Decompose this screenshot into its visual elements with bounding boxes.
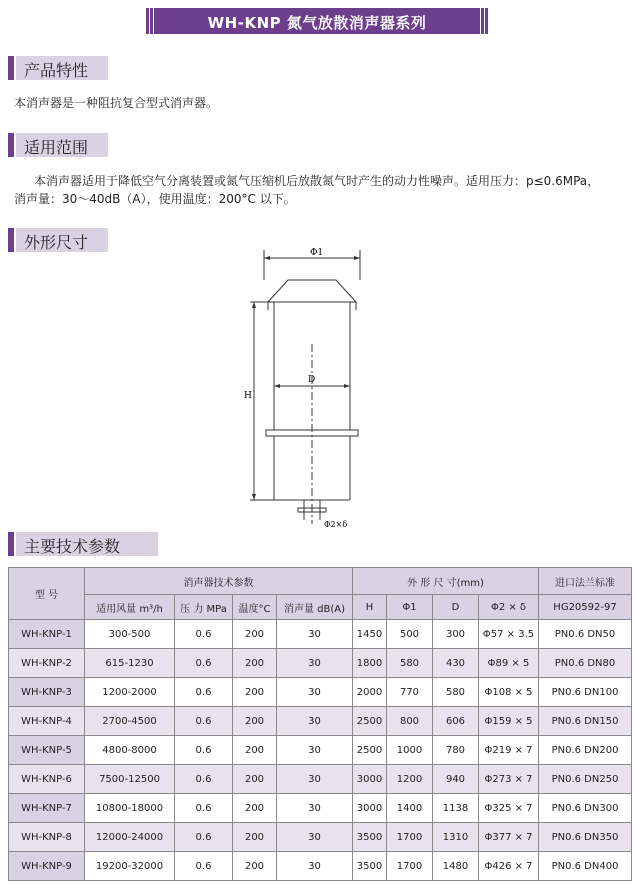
table-cell: PN0.6 DN150 xyxy=(539,707,632,736)
table-cell: 0.6 xyxy=(175,736,233,765)
table-cell: 200 xyxy=(233,707,277,736)
header-tech: 消声器技术参数 xyxy=(85,568,353,595)
arrow-head xyxy=(252,494,256,500)
page-title: WH-KNP 氮气放散消声器系列 xyxy=(207,14,427,32)
arrow-head xyxy=(264,256,270,260)
params-table xyxy=(8,567,632,881)
table-cell: 200 xyxy=(233,765,277,794)
model-cell: WH-KNP-2 xyxy=(9,649,85,678)
label-d: D xyxy=(308,375,316,385)
table-cell: 30 xyxy=(277,765,353,794)
table-cell: 4800-8000 xyxy=(85,736,175,765)
table-cell: 30 xyxy=(277,678,353,707)
table-cell: 430 xyxy=(433,649,479,678)
table-cell: Φ273 × 7 xyxy=(479,765,539,794)
header-phi1: Φ1 xyxy=(387,595,433,620)
table-cell: 1450 xyxy=(353,620,387,649)
table-cell: 30 xyxy=(277,823,353,852)
table-cell: 0.6 xyxy=(175,765,233,794)
section-heading: 外形尺寸 xyxy=(24,233,89,252)
table-cell: 3500 xyxy=(353,852,387,881)
table-cell: Φ159 × 5 xyxy=(479,707,539,736)
model-cell: WH-KNP-1 xyxy=(9,620,85,649)
table-cell: 0.6 xyxy=(175,823,233,852)
table-cell: 30 xyxy=(277,736,353,765)
table-cell: Φ57 × 3.5 xyxy=(479,620,539,649)
table-row xyxy=(9,736,632,765)
scope-text-line1: 本消声器适用于降低空气分离装置或氮气压缩机后放散氮气时产生的动力性噪声。适用压力：p≤0.6MPa， xyxy=(34,174,600,188)
table-cell: 0.6 xyxy=(175,649,233,678)
model-cell: WH-KNP-8 xyxy=(9,823,85,852)
table-cell: 1700 xyxy=(387,823,433,852)
section-marker xyxy=(8,133,14,157)
table-row xyxy=(9,678,632,707)
table-cell: 200 xyxy=(233,649,277,678)
table-cell: 19200-32000 xyxy=(85,852,175,881)
table-cell: 580 xyxy=(387,649,433,678)
table-cell: 770 xyxy=(387,678,433,707)
section-heading: 产品特性 xyxy=(24,61,89,80)
arrow-head xyxy=(344,384,350,388)
table-cell: 300-500 xyxy=(85,620,175,649)
header-size: 外 形 尺 寸(mm) xyxy=(353,568,539,595)
table-cell: 500 xyxy=(387,620,433,649)
model-cell: WH-KNP-3 xyxy=(9,678,85,707)
table-cell: PN0.6 DN300 xyxy=(539,794,632,823)
table-cell: 780 xyxy=(433,736,479,765)
silencer-drawing xyxy=(232,244,392,534)
table-cell: PN0.6 DN200 xyxy=(539,736,632,765)
section-marker xyxy=(8,228,14,252)
table-cell: Φ377 × 7 xyxy=(479,823,539,852)
table-cell: 1200 xyxy=(387,765,433,794)
table-row xyxy=(9,852,632,881)
table-cell: 30 xyxy=(277,852,353,881)
title-banner xyxy=(146,8,488,34)
section-header-params xyxy=(8,532,158,556)
table-cell: PN0.6 DN50 xyxy=(539,620,632,649)
table-cell: 1200-2000 xyxy=(85,678,175,707)
table-cell: 200 xyxy=(233,852,277,881)
section-header-features xyxy=(8,56,108,80)
table-cell: PN0.6 DN100 xyxy=(539,678,632,707)
table-cell: 7500-12500 xyxy=(85,765,175,794)
section-heading: 主要技术参数 xyxy=(24,537,121,556)
section-header-scope xyxy=(8,133,108,157)
table-cell: PN0.6 DN400 xyxy=(539,852,632,881)
table-cell: 1800 xyxy=(353,649,387,678)
header-standard: HG20592-97 xyxy=(539,595,632,620)
arrow-head xyxy=(354,256,360,260)
table-cell: 200 xyxy=(233,620,277,649)
table-cell: 615-1230 xyxy=(85,649,175,678)
table-cell: Φ108 × 5 xyxy=(479,678,539,707)
scope-text-line2: 消声量：30～40dB（A），使用温度：200°C 以下。 xyxy=(14,192,296,206)
section-header-dimensions xyxy=(8,228,108,252)
table-cell: 300 xyxy=(433,620,479,649)
table-cell: PN0.6 DN350 xyxy=(539,823,632,852)
table-cell: 30 xyxy=(277,707,353,736)
table-cell: 1310 xyxy=(433,823,479,852)
table-row xyxy=(9,765,632,794)
header-attenuation: 消声量 dB(A) xyxy=(277,595,353,620)
table-cell: 1400 xyxy=(387,794,433,823)
table-cell: 200 xyxy=(233,823,277,852)
model-cell: WH-KNP-9 xyxy=(9,852,85,881)
table-cell: 940 xyxy=(433,765,479,794)
table-cell: 0.6 xyxy=(175,678,233,707)
table-cell: 200 xyxy=(233,736,277,765)
model-cell: WH-KNP-7 xyxy=(9,794,85,823)
section-heading: 适用范围 xyxy=(24,138,89,157)
table-cell: 3500 xyxy=(353,823,387,852)
header-model: 型 号 xyxy=(9,568,85,620)
header-flow: 适用风量 m³/h xyxy=(85,595,175,620)
table-cell: 580 xyxy=(433,678,479,707)
table-row xyxy=(9,823,632,852)
table-cell: 1700 xyxy=(387,852,433,881)
table-cell: 3000 xyxy=(353,794,387,823)
cap-outline xyxy=(268,280,356,302)
table-cell: 12000-24000 xyxy=(85,823,175,852)
table-row xyxy=(9,707,632,736)
header-pressure: 压 力 MPa xyxy=(175,595,233,620)
model-cell: WH-KNP-6 xyxy=(9,765,85,794)
table-cell: 0.6 xyxy=(175,852,233,881)
table-cell: 200 xyxy=(233,794,277,823)
table-row xyxy=(9,794,632,823)
table-row xyxy=(9,649,632,678)
table-cell: 30 xyxy=(277,620,353,649)
table-cell: 2500 xyxy=(353,707,387,736)
header-d: D xyxy=(433,595,479,620)
table-cell: Φ325 × 7 xyxy=(479,794,539,823)
arrow-head xyxy=(274,384,280,388)
table-cell: 606 xyxy=(433,707,479,736)
table-cell: 1138 xyxy=(433,794,479,823)
table-cell: 1480 xyxy=(433,852,479,881)
header-temperature: 温度°C xyxy=(233,595,277,620)
model-cell: WH-KNP-4 xyxy=(9,707,85,736)
table-cell: 1000 xyxy=(387,736,433,765)
table-cell: 0.6 xyxy=(175,707,233,736)
label-phi2: Φ2×δ xyxy=(324,520,348,529)
header-flange: 进口法兰标准 xyxy=(539,568,632,595)
table-cell: 0.6 xyxy=(175,794,233,823)
table-cell: 30 xyxy=(277,649,353,678)
table-cell: PN0.6 DN80 xyxy=(539,649,632,678)
arrow-head xyxy=(252,302,256,308)
table-cell: 10800-18000 xyxy=(85,794,175,823)
table-cell: Φ426 × 7 xyxy=(479,852,539,881)
table-row xyxy=(9,620,632,649)
table-cell: 800 xyxy=(387,707,433,736)
label-h: H xyxy=(244,391,252,401)
table-cell: PN0.6 DN250 xyxy=(539,765,632,794)
header-phi2: Φ2 × δ xyxy=(479,595,539,620)
table-cell: Φ89 × 5 xyxy=(479,649,539,678)
table-cell: 2000 xyxy=(353,678,387,707)
label-phi1: Φ1 xyxy=(310,248,324,258)
table-cell: 200 xyxy=(233,678,277,707)
section-marker xyxy=(8,56,14,80)
table-cell: 3000 xyxy=(353,765,387,794)
features-text: 本消声器是一种阻抗复合型式消声器。 xyxy=(14,96,219,110)
model-cell: WH-KNP-5 xyxy=(9,736,85,765)
table-cell: 30 xyxy=(277,794,353,823)
section-marker xyxy=(8,532,14,556)
table-cell: 0.6 xyxy=(175,620,233,649)
table-cell: 2500 xyxy=(353,736,387,765)
table-cell: 2700-4500 xyxy=(85,707,175,736)
table-cell: Φ219 × 7 xyxy=(479,736,539,765)
header-h: H xyxy=(353,595,387,620)
